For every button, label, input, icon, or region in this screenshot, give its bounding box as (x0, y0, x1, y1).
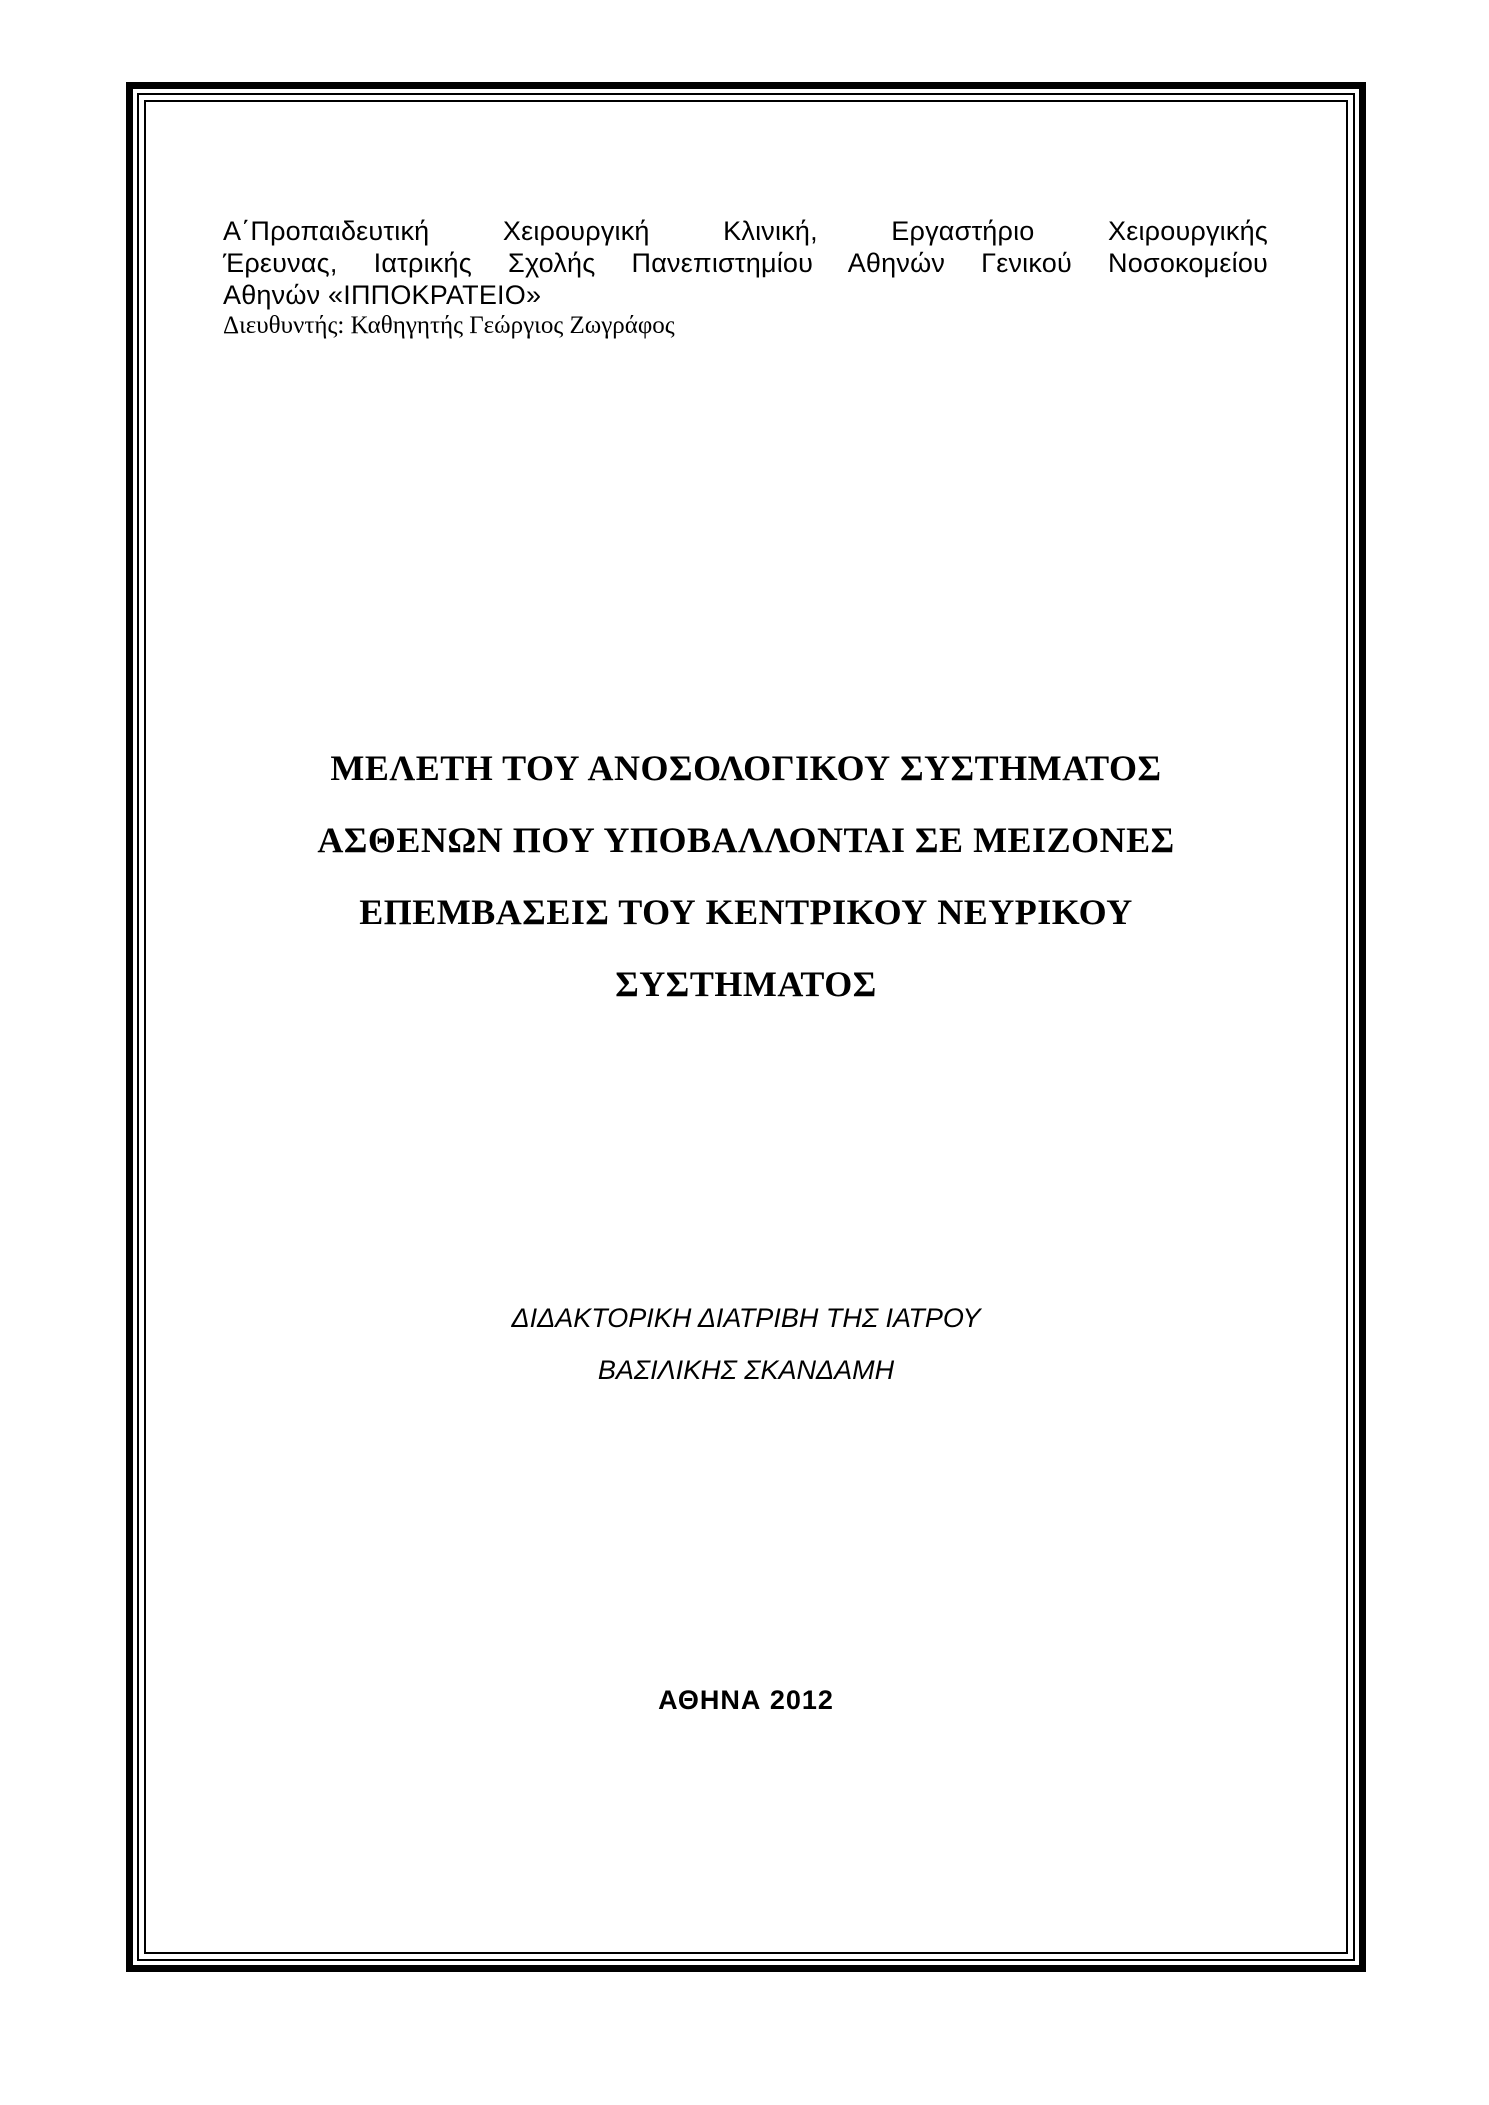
place-date: ΑΘΗΝΑ 2012 (658, 1685, 834, 1715)
title-line-1: ΜΕΛΕΤΗ ΤΟΥ ΑΝΟΣΟΛΟΓΙΚΟΥ ΣΥΣΤΗΜΑΤΟΣ (330, 748, 1162, 788)
title-line-3: ΕΠΕΜΒΑΣΕΙΣ ΤΟΥ ΚΕΝΤΡΙΚΟΥ ΝΕΥΡΙΚΟΥ (359, 892, 1133, 932)
institution-line-3: Αθηνών «ΙΠΠΟΚΡΑΤΕΙΟ» (223, 280, 542, 310)
title-line-2: ΑΣΘΕΝΩΝ ΠΟΥ ΥΠΟΒΑΛΛΟΝΤΑΙ ΣΕ ΜΕΙΖΟΝΕΣ (317, 820, 1175, 860)
page-border-inner (144, 100, 1348, 1954)
thesis-author-block (150, 1292, 1342, 1396)
director-line: Διευθυντής: Καθηγητής Γεώργιος Ζωγράφος (223, 312, 675, 339)
thesis-type: ΔΙΔΑΚΤΟΡΙΚΗ ΔΙΑΤΡΙΒΗ ΤΗΣ ΙΑΤΡΟΥ (511, 1303, 981, 1333)
institution-header (223, 215, 1268, 341)
institution-line-1: Α΄Προπαιδευτική Χειρουργική Κλινική, Εργαστήριο Χειρουργικής (223, 216, 1268, 246)
institution-line-2: Έρευνας, Ιατρικής Σχολής Πανεπιστημίου Αθηνών Γενικού Νοσοκομείου (223, 248, 1268, 278)
thesis-title (150, 732, 1342, 1020)
title-line-4: ΣΥΣΤΗΜΑΤΟΣ (615, 964, 877, 1004)
author-name: ΒΑΣΙΛΙΚΗΣ ΣΚΑΝΔΑΜΗ (597, 1355, 895, 1385)
